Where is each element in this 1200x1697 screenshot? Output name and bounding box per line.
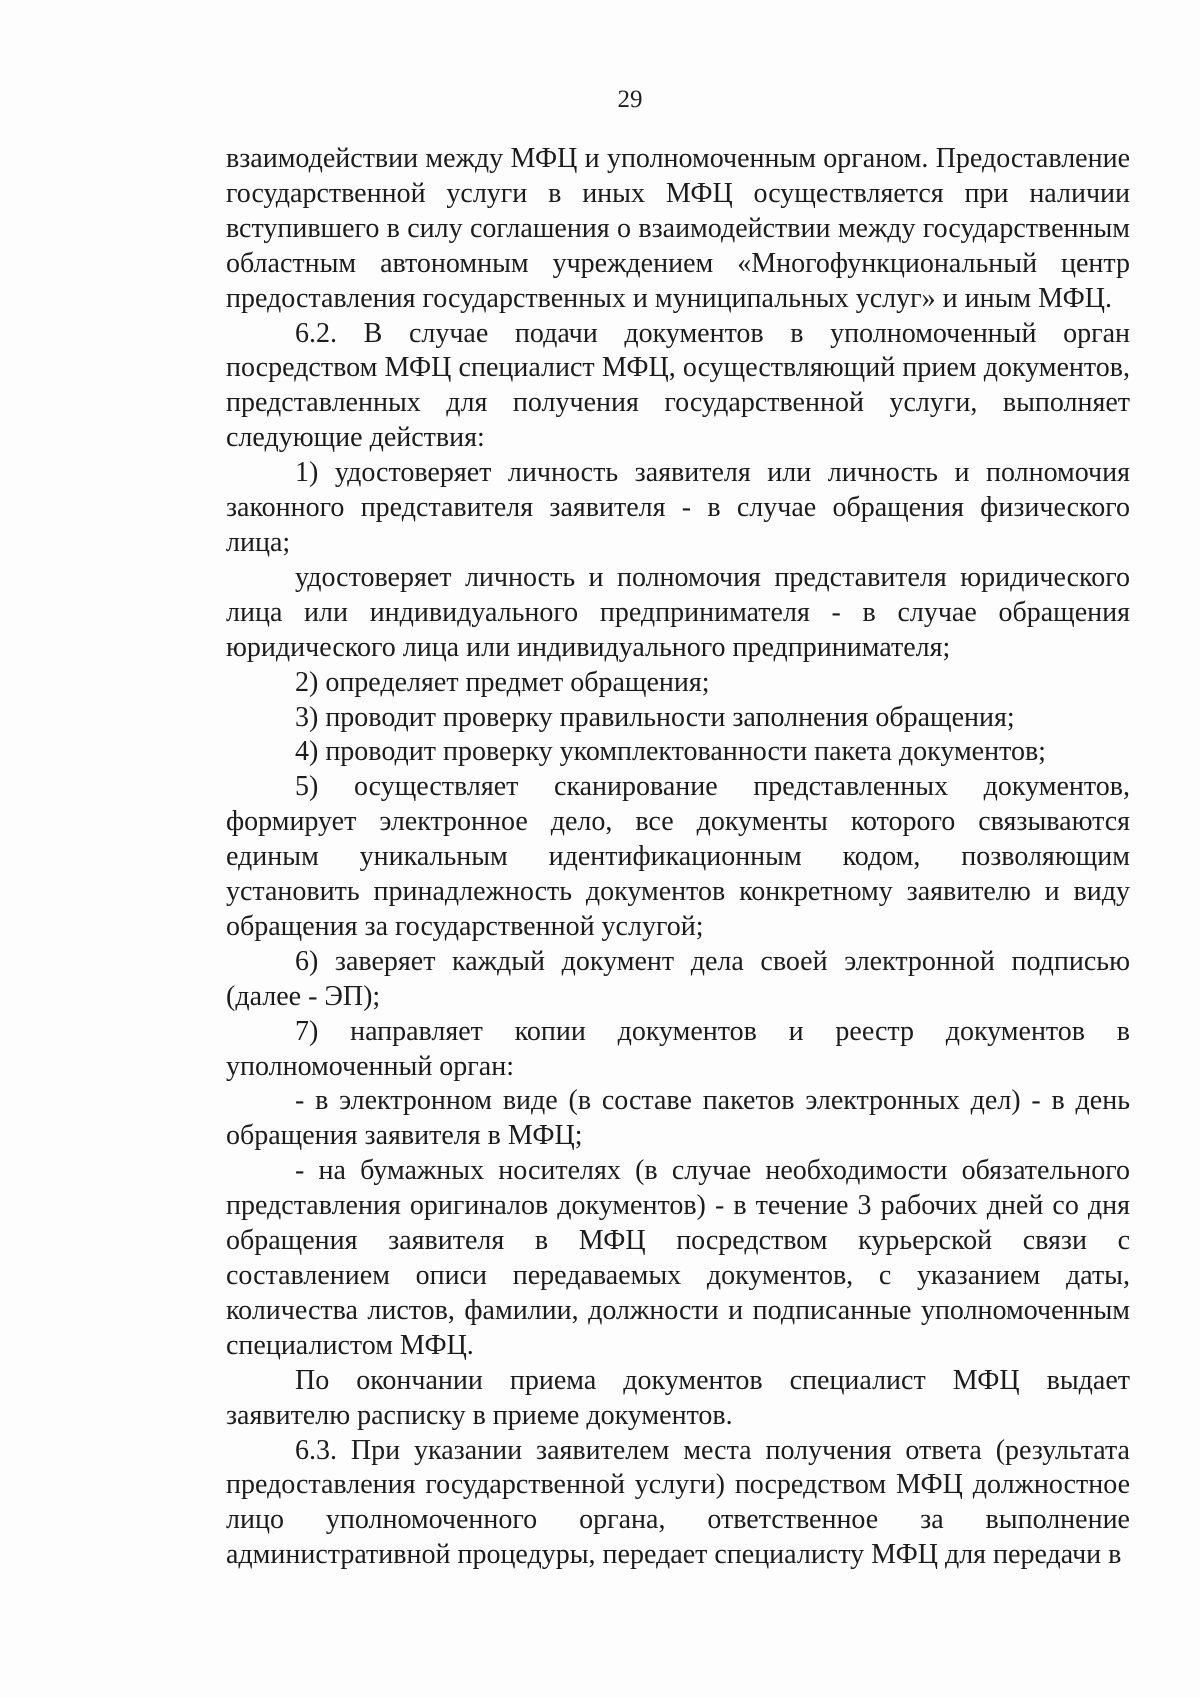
list-item-6: 6) заверяет каждый документ дела своей электронной подписью (далее - ЭП);	[226, 945, 1130, 1012]
list-item-5: 5) осуществляет сканирование представленных документов, формирует электронное дело, все документы которого связываются единым уникальным идентификационным кодом, позволяющим установить принадлежность документов конкретному заявителю и виду обращения за государственной услугой;	[226, 771, 1130, 942]
sub-item-paper: - на бумажных носителях (в случае необходимости обязательного представления оригиналов документов) - в течение 3 рабочих дней со дня обращения заявителя в МФЦ посредством курьерской связи с составлением описи передаваемых документов, с указанием даты, количества листов, фамилии, должности и подписанные уполномоченным специалистом МФЦ.	[226, 1155, 1130, 1361]
paragraph-6-2: 6.2. В случае подачи документов в уполномоченный орган посредством МФЦ специалист МФЦ, осуществляющий прием документов, представленных для получения государственной услуги, выполняет следующие действия:	[226, 317, 1130, 454]
paragraph-6-3: 6.3. При указании заявителем места получения ответа (результата предоставления государственной услуги) посредством МФЦ должностное лицо уполномоченного органа, ответственное за выполнение административной процедуры, передает специалисту МФЦ для передачи в	[226, 1434, 1130, 1571]
paragraph-receipt: По окончании приема документов специалист МФЦ выдает заявителю расписку в приеме документов.	[226, 1364, 1130, 1431]
list-item-7: 7) направляет копии документов и реестр документов в уполномоченный орган:	[226, 1015, 1130, 1082]
sub-item-electronic: - в электронном виде (в составе пакетов электронных дел) - в день обращения заявителя в МФЦ;	[226, 1085, 1130, 1152]
paragraph-legal-entity: удостоверяет личность и полномочия представителя юридического лица или индивидуального предпринимателя - в случае обращения юридического лица или индивидуального предпринимателя;	[226, 561, 1130, 663]
list-item-3: 3) проводит проверку правильности заполнения обращения;	[295, 701, 1015, 733]
paragraph-continuation: взаимодействии между МФЦ и уполномоченным органом. Предоставление государственной услуги в иных МФЦ осуществляется при наличии вступившего в силу соглашения о взаимодействии между государственным областным автономным учреждением «Многофункциональный центр предоставления государственных и муниципальных услуг» и иным МФЦ.	[226, 143, 1130, 314]
list-item-4: 4) проводит проверку укомплектованности пакета документов;	[295, 736, 1046, 768]
document-body	[226, 142, 1130, 1573]
page-number: 29	[617, 86, 643, 113]
list-item-1: 1) удостоверяет личность заявителя или личность и полномочия законного представителя заявителя - в случае обращения физического лица;	[226, 457, 1130, 558]
list-item-2: 2) определяет предмет обращения;	[295, 666, 710, 698]
